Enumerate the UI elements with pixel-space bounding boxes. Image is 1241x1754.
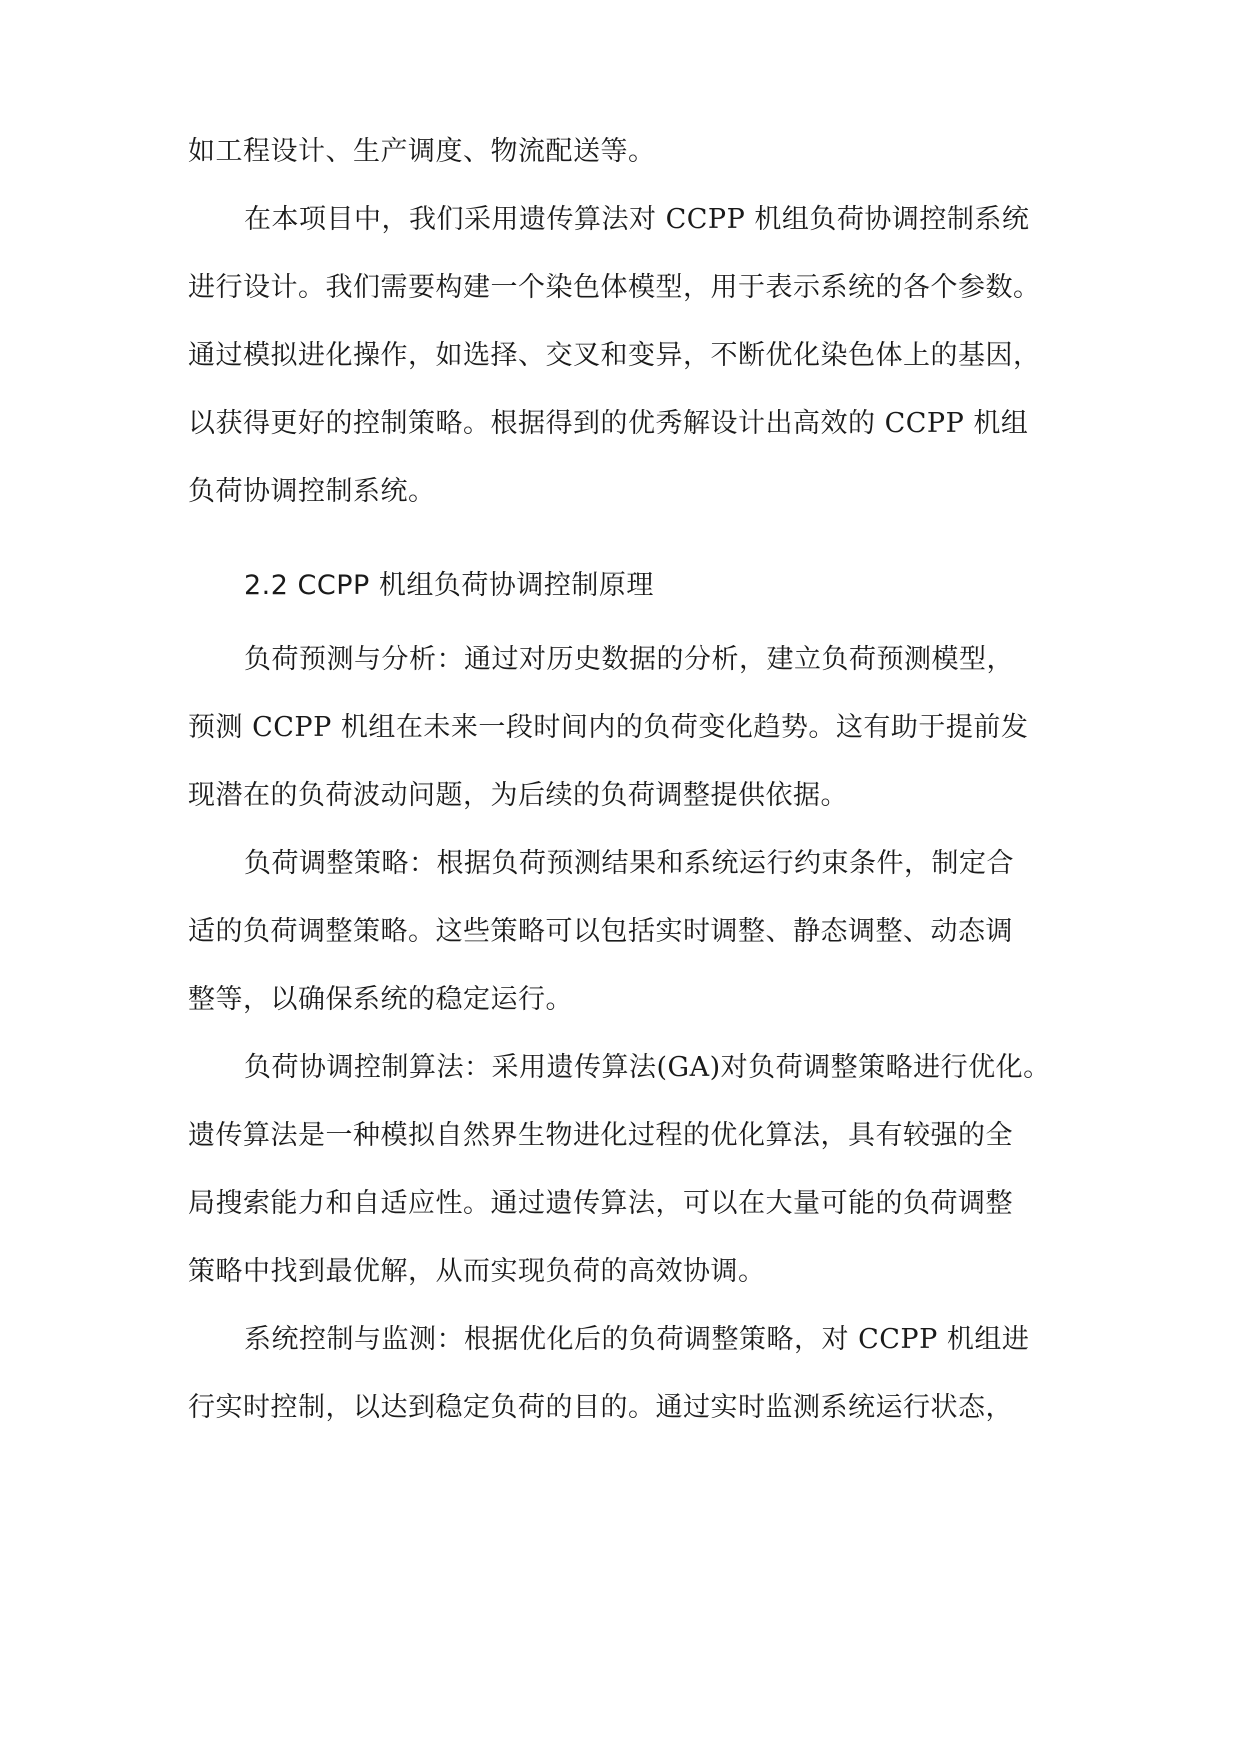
- paragraph-line: 进行设计。我们需要构建一个染色体模型，用于表示系统的各个参数。: [188, 272, 1041, 303]
- paragraph-line: 整等，以确保系统的稳定运行。: [188, 984, 573, 1015]
- paragraph-line: 如工程设计、生产调度、物流配送等。: [188, 136, 656, 167]
- paragraph-line: 策略中找到最优解，从而实现负荷的高效协调。: [188, 1256, 766, 1287]
- paragraph-line: 负荷预测与分析：通过对历史数据的分析，建立负荷预测模型，: [244, 644, 1014, 675]
- paragraph-line: 负荷协调控制系统。: [188, 476, 436, 507]
- paragraph-line: 预测 CCPP 机组在未来一段时间内的负荷变化趋势。这有助于提前发: [188, 712, 1029, 743]
- paragraph-line: 局搜索能力和自适应性。通过遗传算法，可以在大量可能的负荷调整: [188, 1188, 1013, 1219]
- paragraph-line: 通过模拟进化操作，如选择、交叉和变异，不断优化染色体上的基因，: [188, 340, 1041, 371]
- paragraph-line: 适的负荷调整策略。这些策略可以包括实时调整、静态调整、动态调: [188, 916, 1013, 947]
- section-heading: 2.2 CCPP 机组负荷协调控制原理: [244, 570, 654, 601]
- paragraph-line: 在本项目中，我们采用遗传算法对 CCPP 机组负荷协调控制系统: [244, 204, 1030, 235]
- paragraph-line: 负荷调整策略：根据负荷预测结果和系统运行约束条件，制定合: [244, 848, 1014, 879]
- paragraph-line: 遗传算法是一种模拟自然界生物进化过程的优化算法，具有较强的全: [188, 1120, 1013, 1151]
- paragraph-line: 系统控制与监测：根据优化后的负荷调整策略，对 CCPP 机组进: [244, 1324, 1030, 1355]
- paragraph-line: 以获得更好的控制策略。根据得到的优秀解设计出高效的 CCPP 机组: [188, 408, 1029, 439]
- paragraph-line: 现潜在的负荷波动问题，为后续的负荷调整提供依据。: [188, 780, 848, 811]
- paragraph-line: 行实时控制，以达到稳定负荷的目的。通过实时监测系统运行状态，: [188, 1392, 1013, 1423]
- paragraph-line: 负荷协调控制算法：采用遗传算法(GA)对负荷调整策略进行优化。: [244, 1052, 1051, 1083]
